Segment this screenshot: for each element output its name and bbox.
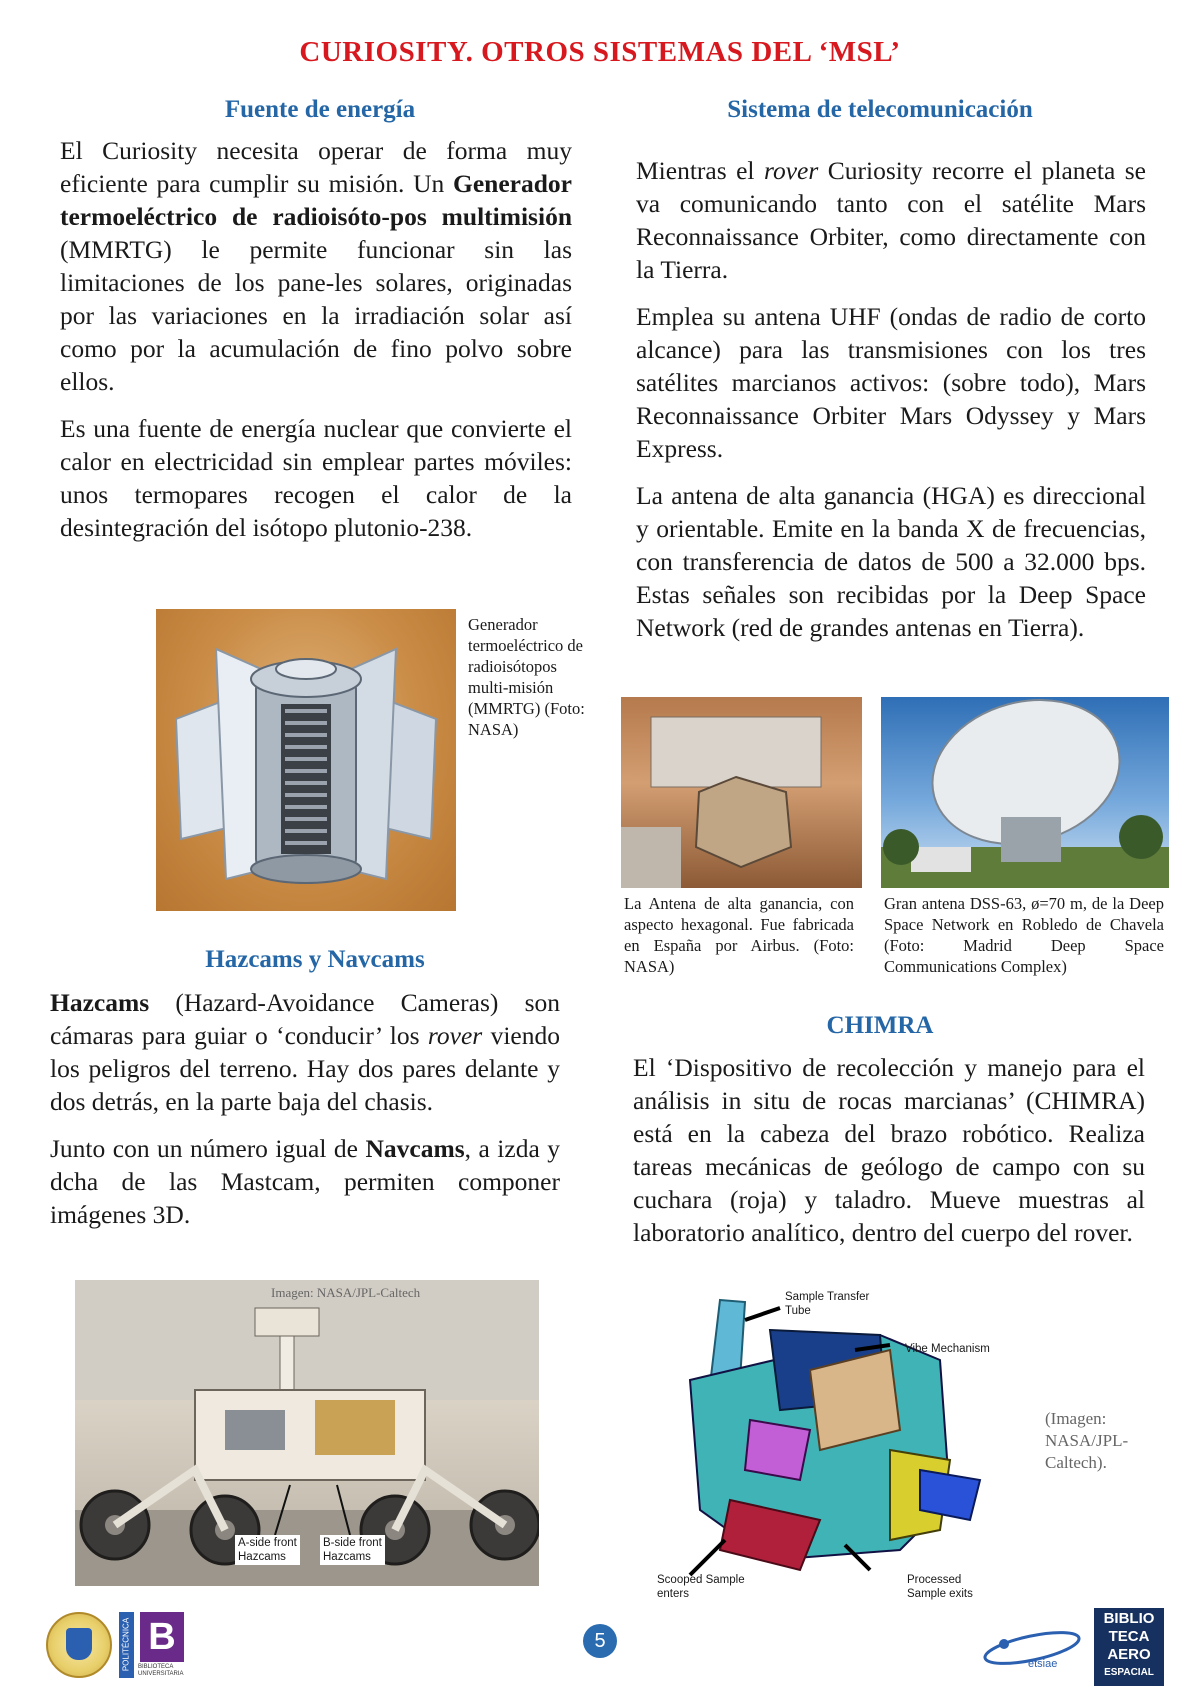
hga-illustration [621,697,862,888]
mmrtg-photo [156,609,456,911]
a-side-hazcams-label: A-side front Hazcams [235,1535,300,1565]
scooped-sample-label: Scooped Sample enters [657,1574,745,1600]
rover-illustration [75,1280,539,1586]
telecom-paragraph-3: La antena de alta ganancia (HGA) es direccional y orientable. Emite en la banda X de frecuencias, con transferencia de datos de 500 a 32.000 bps. Estas señales son recibidas por la Deep Space Network (red de grandes antenas en Tierra). [636,481,1146,642]
sample-transfer-tube-label: Sample Transfer Tube [785,1291,870,1317]
energy-text [60,134,572,558]
chimra-diagram [650,1290,1050,1610]
page-number: 5 [583,1624,617,1658]
dss63-antenna-photo [881,697,1169,888]
vibe-mechanism-label: Vibe Mechanism [905,1343,990,1355]
dss63-illustration [881,697,1169,888]
processed-sample-label: Processed Sample exits [907,1574,973,1600]
chimra-illustration [650,1290,1050,1610]
hga-caption: La Antena de alta ganancia, con aspecto hexagonal. Fue fabricada en España por Airbus. (Foto: NASA) [624,894,854,976]
telecom-text [636,154,1146,658]
energy-paragraph-1: El Curiosity necesita operar de forma muy eficiente para cumplir su misión. Un Generador termoeléctrico de radioisóto-pos multimisión (MMRTG) le permite funcionar sin las limitaciones de los pane-les solares, originadas por las variaciones en la irradiación solar así como por la acumulación de fino polvo sobre ellos. [60,136,572,396]
chimra-heading: CHIMRA [826,1012,934,1039]
biblioteca-b-logo: B [140,1612,184,1662]
politecnica-logo: POLITÉCNICA [119,1612,134,1678]
chimra-text [633,1051,1145,1263]
page-title: CURIOSITY. OTROS SISTEMAS DEL ‘MSL’ [299,36,901,68]
energy-heading: Fuente de energía [224,96,416,123]
chimra-paragraph-1: El ‘Dispositivo de recolección y manejo para el análisis in situ de rocas marcianas’ (CHIMRA) está en la cabeza del brazo robótico. Realiza tareas mecánicas de geólogo de campo con su cuchara (roja) y taladro. Mueve muestras al laboratorio analítico, dentro del cuerpo del rover. [633,1053,1145,1247]
hazcams-text [50,986,560,1245]
etsiae-logo: etsiae [982,1626,1092,1676]
rover-photo [75,1280,539,1586]
hazcams-paragraph-1: Hazcams (Hazard-Avoidance Cameras) son cámaras para guiar o ‘conducir’ los rover viendo los peligros del terreno. Hay dos pares delante y dos detrás, en la parte baja del chasis. [50,988,560,1116]
rover-image-credit: Imagen: NASA/JPL-Caltech [271,1285,421,1300]
biblioteca-aeroespacial-logo: BIBLIO TECA AERO ESPACIAL [1094,1608,1164,1686]
hazcams-paragraph-2: Junto con un número igual de Navcams, a izda y dcha de las Mastcam, permiten componer imágenes 3D. [50,1134,561,1229]
hga-antenna-photo [621,697,862,888]
dss63-caption: Gran antena DSS-63, ø=70 m, de la Deep Space Network en Robledo de Chavela (Foto: Madrid Deep Space Communications Complex) [884,894,1164,976]
b-side-hazcams-label: B-side front Hazcams [320,1535,385,1565]
upm-seal-logo [46,1612,112,1678]
telecom-heading: Sistema de telecomunicación [727,96,1033,123]
mmrtg-illustration [156,609,456,911]
energy-paragraph-2: Es una fuente de energía nuclear que convierte el calor en electricidad sin emplear partes móviles: unos termopares recogen el calor de la desintegración del isótopo plutonio-238. [60,414,572,542]
telecom-paragraph-2: Emplea su antena UHF (ondas de radio de corto alcance) para las transmisiones con los tres satélites marcianos activos: (sobre todo), Mars Reconnaissance Orbiter Mars Odyssey y Mars Express. [636,302,1146,463]
hazcams-heading: Hazcams y Navcams [205,946,425,973]
chimra-image-credit: (Imagen: NASA/JPL-Caltech). [1045,1409,1129,1472]
telecom-paragraph-1: Mientras el rover Curiosity recorre el planeta se va comunicando tanto con el satélite Mars Reconnaissance Orbiter, como directamente con la Tierra. [636,156,1146,284]
biblioteca-universitaria-label: BIBLIOTECA UNIVERSITARIA [138,1664,184,1677]
mmrtg-caption: Generador termoeléctrico de radioisótopos multi-misión (MMRTG) (Foto: NASA) [468,615,585,739]
